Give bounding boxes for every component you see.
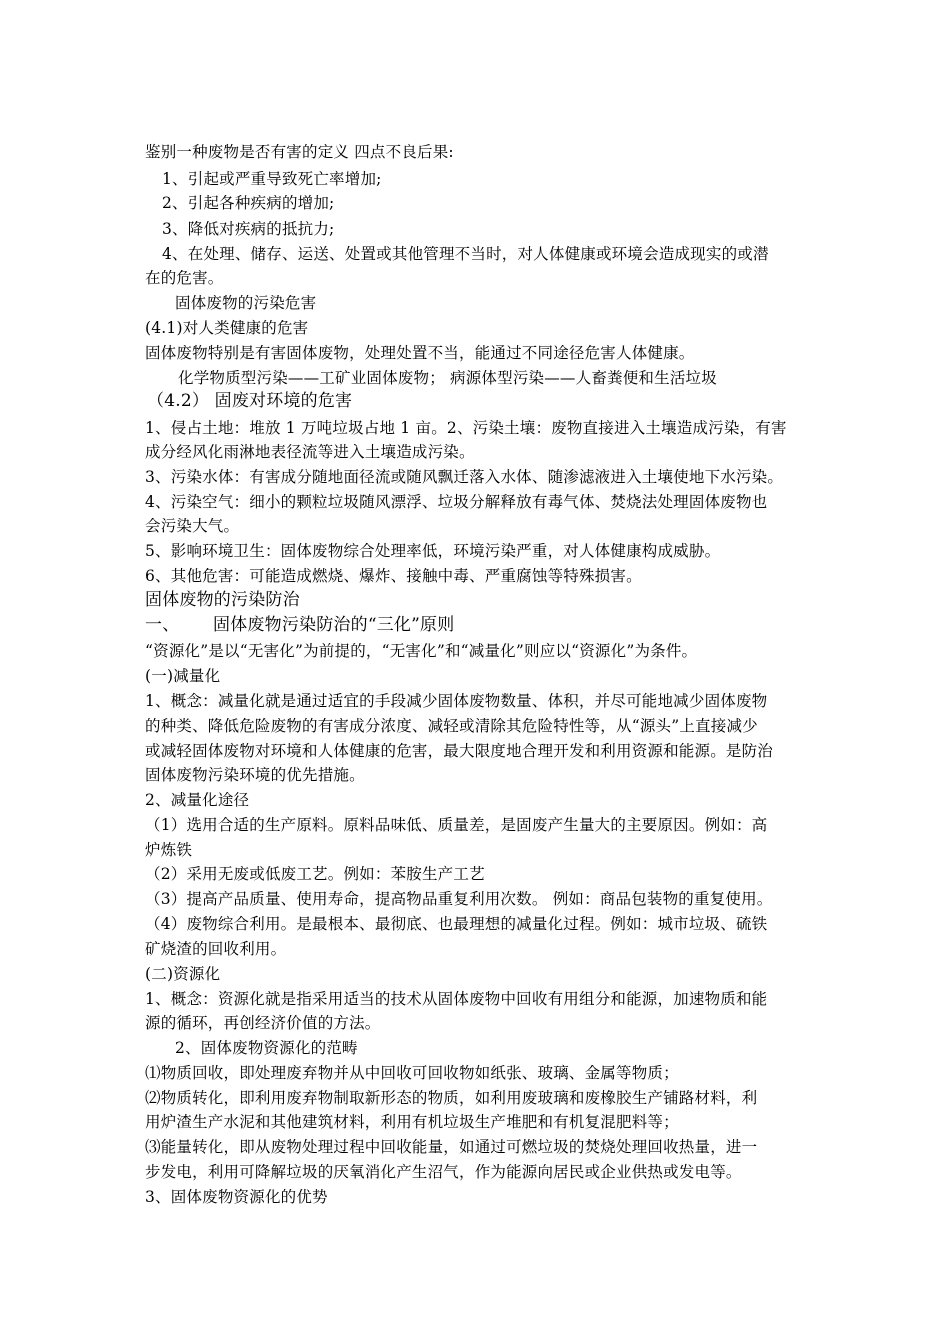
pollution-types: 化学物质型污染——工矿业固体废物； 病源体型污染——人畜粪便和生活垃圾 bbox=[178, 369, 717, 387]
reduction-concept-line: 固体废物污染环境的优先措施。 bbox=[145, 766, 365, 784]
consequence-item-continued: 在的危害。 bbox=[145, 269, 224, 287]
principle-heading: 一、 固体废物污染防治的“三化”原则 bbox=[145, 615, 455, 635]
reduction-method-line: （2）采用无废或低废工艺。例如：苯胺生产工艺 bbox=[145, 865, 485, 883]
env-hazard-line: 3、污染水体：有害成分随地面径流或随风飘迁落入水体、随渗滤液进入土壤使地下水污染。 bbox=[145, 468, 784, 486]
pollution-hazard-title: 固体废物的污染危害 bbox=[175, 294, 317, 312]
reduction-method-line: 炉炼铁 bbox=[145, 841, 193, 859]
health-hazard-text: 固体废物特别是有害固体废物，处理处置不当，能通过不同途径危害人体健康。 bbox=[145, 344, 695, 362]
reduction-concept-line: 1、概念：减量化就是通过适宜的手段减少固体废物数量、体积，并尽可能地减少固体废物 bbox=[145, 692, 768, 710]
env-hazard-heading: （4.2） 固废对环境的危害 bbox=[147, 391, 353, 411]
consequence-item: 3、降低对疾病的抵抗力; bbox=[162, 220, 335, 238]
reduction-methods-heading: 2、减量化途径 bbox=[145, 791, 250, 809]
env-hazard-line: 1、侵占土地：堆放 1 万吨垃圾占地 1 亩。2、污染土壤：废物直接进入土壤造成污染，有害 bbox=[145, 419, 787, 437]
prevention-title: 固体废物的污染防治 bbox=[145, 590, 300, 610]
resource-concept-line: 源的循环，再创经济价值的方法。 bbox=[145, 1014, 381, 1032]
env-hazard-line: 会污染大气。 bbox=[145, 517, 240, 535]
consequence-item: 1、引起或严重导致死亡率增加; bbox=[162, 170, 382, 188]
consequence-item: 4、在处理、储存、运送、处置或其他管理不当时，对人体健康或环境会造成现实的或潜 bbox=[162, 245, 769, 263]
reduction-method-line: （1）选用合适的生产原料。原料品味低、质量差，是固废产生量大的主要原因。例如：高 bbox=[145, 816, 768, 834]
resource-scope-line: 用炉渣生产水泥和其他建筑材料，利用有机垃圾生产堆肥和有机复混肥料等； bbox=[145, 1113, 679, 1131]
env-hazard-line: 5、影响环境卫生：固体废物综合处理率低，环境污染严重，对人体健康构成威胁。 bbox=[145, 542, 721, 560]
health-hazard-heading: (4.1)对人类健康的危害 bbox=[145, 319, 309, 337]
env-hazard-line: 6、其他危害：可能造成燃烧、爆炸、接触中毒、严重腐蚀等特殊损害。 bbox=[145, 567, 642, 585]
definition-heading: 鉴别一种废物是否有害的定义 四点不良后果: bbox=[145, 143, 454, 161]
reduction-heading: (一)减量化 bbox=[145, 667, 221, 685]
reduction-concept-line: 或减轻固体废物对环境和人体健康的危害，最大限度地合理开发和利用资源和能源。是防治 bbox=[145, 742, 774, 760]
reduction-concept-line: 的种类、降低危险废物的有害成分浓度、减轻或清除其危险特性等，从“源头”上直接减少 bbox=[145, 717, 758, 735]
resource-scope-line: ⑶能量转化，即从废物处理过程中回收能量，如通过可燃垃圾的焚烧处理回收热量，进一 bbox=[145, 1138, 758, 1156]
reduction-method-line: 矿烧渣的回收利用。 bbox=[145, 940, 287, 958]
resource-advantage-heading: 3、固体废物资源化的优势 bbox=[145, 1188, 328, 1206]
consequence-item: 2、引起各种疾病的增加; bbox=[162, 194, 335, 212]
reduction-method-line: （3）提高产品质量、使用寿命，提高物品重复利用次数。 例如：商品包装物的重复使用。 bbox=[145, 890, 773, 908]
resource-concept-line: 1、概念：资源化就是指采用适当的技术从固体废物中回收有用组分和能源，加速物质和能 bbox=[145, 990, 768, 1008]
resource-scope-line: ⑵物质转化，即利用废弃物制取新形态的物质，如利用废玻璃和废橡胶生产铺路材料，利 bbox=[145, 1089, 758, 1107]
principle-text: “资源化”是以“无害化”为前提的，“无害化”和“减量化”则应以“资源化”为条件。 bbox=[145, 642, 698, 660]
env-hazard-line: 成分经风化雨淋地表径流等进入土壤造成污染。 bbox=[145, 443, 475, 461]
resource-scope-heading: 2、固体废物资源化的范畴 bbox=[175, 1039, 358, 1057]
resource-scope-line: 步发电，利用可降解垃圾的厌氧消化产生沼气，作为能源向居民或企业供热或发电等。 bbox=[145, 1163, 742, 1181]
reduction-method-line: （4）废物综合利用。是最根本、最彻底、也最理想的减量化过程。例如：城市垃圾、硫铁 bbox=[145, 915, 768, 933]
env-hazard-line: 4、污染空气：细小的颗粒垃圾随风漂浮、垃圾分解释放有毒气体、焚烧法处理固体废物也 bbox=[145, 493, 768, 511]
resource-scope-line: ⑴物质回收，即处理废弃物并从中回收可回收物如纸张、玻璃、金属等物质； bbox=[145, 1064, 679, 1082]
resource-heading: (二)资源化 bbox=[145, 965, 221, 983]
